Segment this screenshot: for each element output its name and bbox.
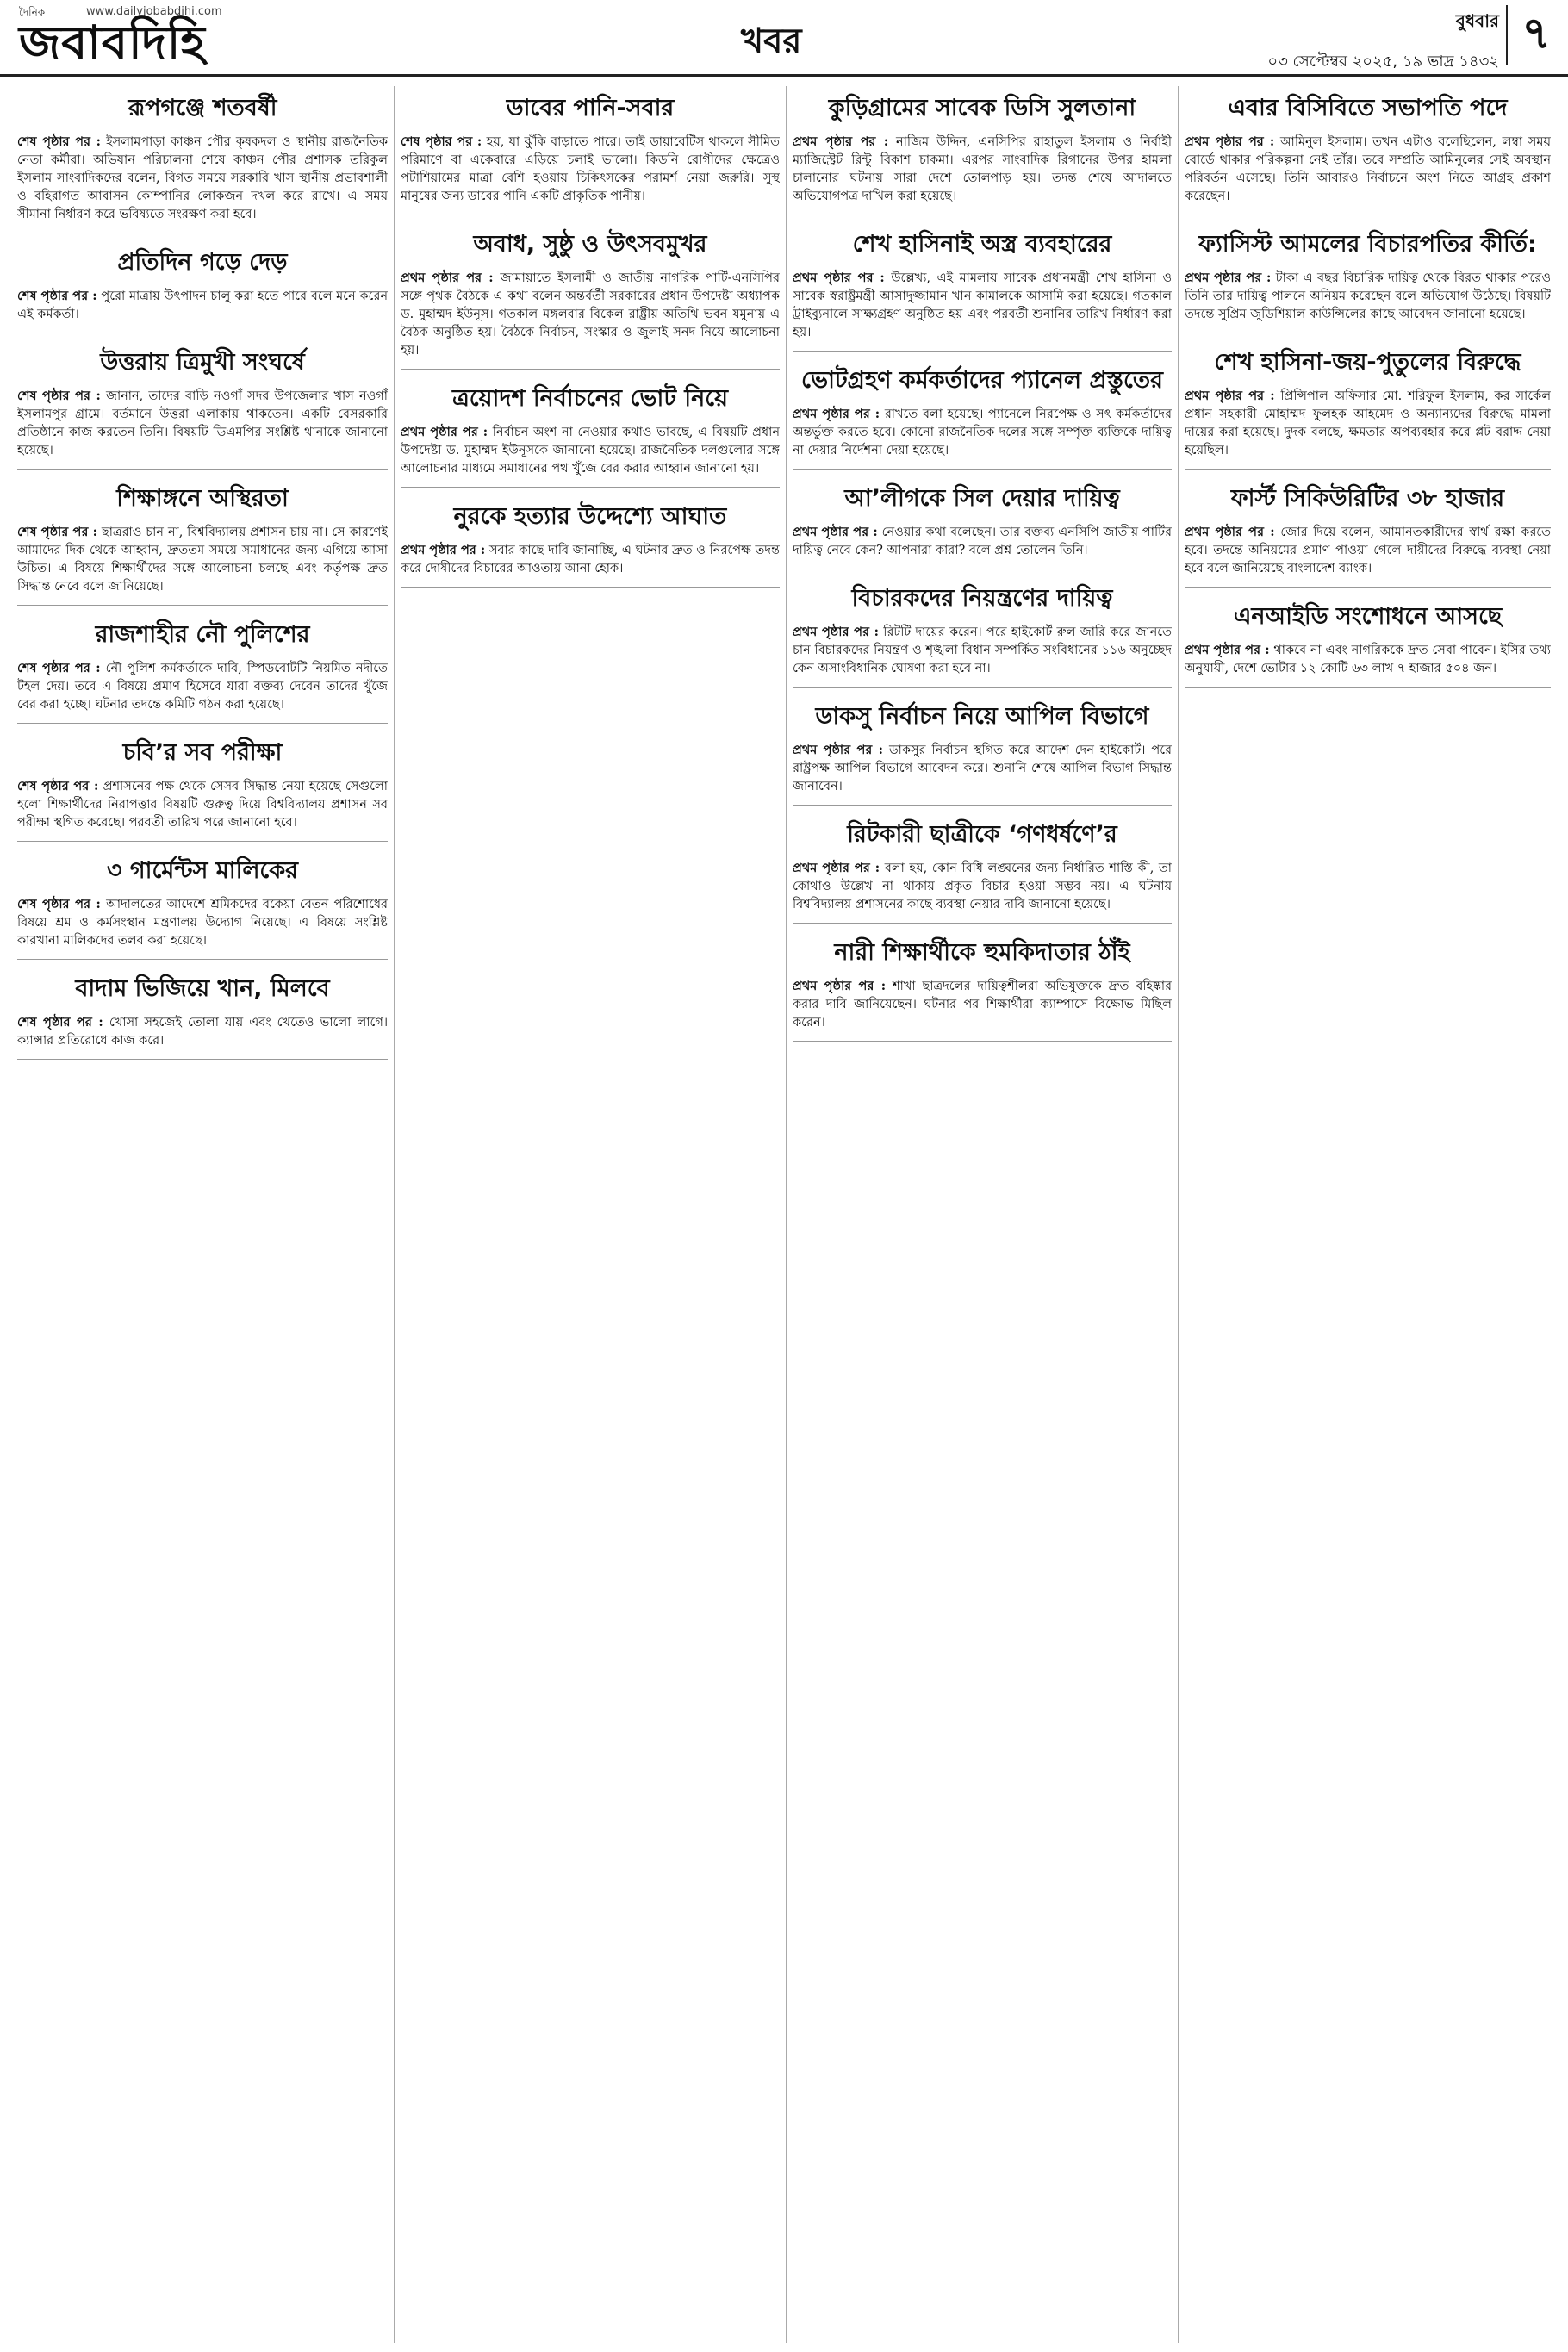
- article-body: [793, 741, 1172, 796]
- continuation-label: প্রথম পৃষ্ঠার পর :: [793, 407, 880, 421]
- article-body: [793, 269, 1172, 342]
- column-divider: [394, 86, 395, 2343]
- article-body: [17, 777, 388, 832]
- news-article: [1185, 229, 1551, 333]
- article-body: [401, 423, 780, 478]
- news-article: [17, 619, 388, 724]
- article-separator: [17, 1059, 388, 1060]
- article-headline[interactable]: ফার্স্ট সিকিউরিটির ৩৮ হাজার: [1230, 485, 1505, 512]
- news-article: [401, 501, 780, 588]
- article-text: প্রশাসনের পক্ষ থেকে সেসব সিদ্ধান্ত নেয়া হয়েছে সেগুলো হলো শিক্ষার্থীদের নিরাপত্তার বিষয়টি গুরুত্ব দিয়ে বিশ্ববিদ্যালয় প্রশাসন সব পরীক্ষা স্থগিত করেছে। পরবর্তী তারিখ পরে জানানো হবে।: [17, 780, 388, 830]
- article-text: থাকবে না এবং নাগরিককে দ্রুত সেবা পাবেন। ইসির তথ্য অনুযায়ী, দেশে ভোটার ১২ কোটি ৬৩ লাখ ৭ হাজার ৫০৪ জন।: [1185, 644, 1551, 675]
- continuation-label: প্রথম পৃষ্ঠার পর :: [401, 425, 488, 439]
- article-body: [1185, 387, 1551, 460]
- continuation-label: প্রথম পৃষ্ঠার পর :: [793, 861, 880, 875]
- column-4: [1185, 86, 1551, 2343]
- continuation-label: প্রথম পৃষ্ঠার পর :: [1185, 134, 1275, 149]
- news-article: [793, 819, 1172, 924]
- article-headline[interactable]: ৩ গার্মেন্টস মালিকের: [106, 857, 299, 884]
- article-text: হয়, যা ঝুঁকি বাড়াতে পারে। তাই ডায়াবেটিস থাকলে সীমিত পরিমাণে বা একেবারে এড়িয়ে চলাই ভালো। কিডনি রোগীদের ক্ষেত্রেও পটাশিয়ামের মাত্রা বেশি হওয়ায় চিকিৎসকের পরামর্শ নেয়া জরুরি। সুস্থ মানুষের জন্য ডাবের পানি একটি প্রাকৃতিক পানীয়।: [401, 135, 780, 203]
- logo-text: জবাবদিহি: [19, 16, 206, 70]
- continuation-label: শেষ পৃষ্ঠার পর :: [17, 1015, 103, 1030]
- article-text: নাজিম উদ্দিন, এনসিপির রাহাতুল ইসলাম ও নির্বাহী ম্যাজিস্ট্রেট রিন্টু বিকাশ চাকমা। এরপর সাংবাদিক রিগানের উপর হামলা চালানোর ঘটনায় সারা দেশে তোলপাড় হয়। তদন্ত শেষে আদালতে অভিযোগপত্র দাখিল করা হয়েছে।: [793, 135, 1172, 203]
- continuation-label: প্রথম পৃষ্ঠার পর :: [401, 543, 486, 557]
- article-text: টাকা এ বছর বিচারিক দায়িত্ব থেকে বিরত থাকার পরেও তিনি তার দায়িত্ব পালনে অনিয়ম করেছেন বলে অভিযোগ উঠেছে। বিষয়টি তদন্তে সুপ্রিম জুডিশিয়াল কাউন্সিলের কাছে আবেদন জানানো হয়েছে।: [1185, 271, 1551, 321]
- article-headline[interactable]: আ’লীগকে সিল দেয়ার দায়িত্ব: [844, 485, 1120, 512]
- newspaper-logo: [19, 5, 277, 71]
- article-text: নেওয়ার কথা বলেছেন। তার বক্তব্য এনসিপি জাতীয় পার্টির দায়িত্ব নেবে কেন? আপনারা কারা? বলে প্রশ্ন তোলেন তিনি।: [793, 526, 1172, 557]
- article-separator: [1185, 587, 1551, 588]
- article-text: সবার কাছে দাবি জানাচ্ছি, এ ঘটনার দ্রুত ও নিরপেক্ষ তদন্ত করে দোষীদের বিচারের আওতায় আনা হোক।: [401, 544, 780, 576]
- article-text: ইসলামপাড়া কাঞ্চন পৌর কৃষকদল ও স্থানীয় রাজনৈতিক নেতা কর্মীরা। অভিযান পরিচালনা শেষে কাঞ্চন পৌর প্রশাসক তরিকুল ইসলাম সাংবাদিকদের বলেন, বিগত সময়ে সরকারি খাস স্থানীয় প্রভাবশালী ও বহিরাগত আবাসন কোম্পানির লোকজন দখল করে রাখে। এ সময় সীমানা নির্ধারণ করে ভবিষ্যতে সংরক্ষণ করা হবে।: [17, 135, 388, 221]
- news-article: [793, 483, 1172, 569]
- article-headline[interactable]: এনআইডি সংশোধনে আসছে: [1233, 603, 1503, 630]
- continuation-label: শেষ পৃষ্ঠার পর :: [17, 661, 101, 675]
- article-body: [401, 269, 780, 360]
- news-article: [401, 383, 780, 488]
- article-body: [17, 895, 388, 950]
- article-body: [793, 977, 1172, 1032]
- article-text: জোর দিয়ে বলেন, আমানতকারীদের স্বার্থ রক্ষা করতে হবে। তদন্তে অনিয়মের প্রমাণ পাওয়া গেলে দায়ীদের বিরুদ্ধে ব্যবস্থা নেয়া হবে বলে জানিয়েছে বাংলাদেশ ব্যাংক।: [1185, 526, 1551, 576]
- article-headline[interactable]: চবি’র সব পরীক্ষা: [122, 739, 283, 766]
- news-article: [793, 937, 1172, 1042]
- article-separator: [793, 923, 1172, 924]
- article-text: নির্বাচন অংশ না নেওয়ার কথাও ভাবছে, এ বিষয়টি প্রধান উপদেষ্টা ড. মুহাম্মদ ইউনূসকে জানানো হয়েছে। রাজনৈতিক দলগুলোর সঙ্গে আলোচনার মাধ্যমে সমাধানের পথ খুঁজে বের করার আহ্বান জানানো হয়।: [401, 426, 780, 476]
- news-article: [1185, 93, 1551, 215]
- column-divider: [1178, 86, 1179, 2343]
- section-title: খবর: [741, 22, 802, 61]
- continuation-label: প্রথম পৃষ্ঠার পর :: [1185, 525, 1275, 539]
- article-separator: [401, 487, 780, 488]
- article-text: জানান, তাদের বাড়ি নওগাঁ সদর উপজেলার খাস নওগাঁ ইসলামপুর গ্রামে। বর্তমানে উত্তরা এলাকায় থাকতেন। একটি বেসরকারি প্রতিষ্ঠানে কাজ করতেন তিনি। বিষয়টি ডিএমপির সংশ্লিষ্ট থানাকে জানানো হয়েছে।: [17, 389, 388, 457]
- news-article: [793, 583, 1172, 688]
- continuation-label: শেষ পৃষ্ঠার পর :: [17, 525, 98, 539]
- weekday: বুধবার: [1455, 10, 1499, 31]
- article-body: [793, 133, 1172, 206]
- news-article: [1185, 483, 1551, 588]
- news-article: [1185, 347, 1551, 470]
- article-body: [401, 541, 780, 578]
- article-headline[interactable]: রিটকারী ছাত্রীকে ‘গণধর্ষণে’র: [847, 821, 1117, 848]
- article-body: [401, 133, 780, 206]
- article-body: [1185, 523, 1551, 578]
- article-text: উল্লেখ্য, এই মামলায় সাবেক প্রধানমন্ত্রী শেখ হাসিনা ও সাবেক স্বরাষ্ট্রমন্ত্রী আসাদুজ্জামান খান কামালকে আসামি করা হয়েছে। গতকাল ট্রাইব্যুনালে সাক্ষ্যগ্রহণ অনুষ্ঠিত হয় এবং পরবর্তী শুনানির তারিখ নির্ধারণ করা হয়।: [793, 271, 1172, 339]
- article-headline[interactable]: ভোটগ্রহণ কর্মকর্তাদের প্যানেল প্রস্তুতের: [801, 367, 1163, 394]
- continuation-label: শেষ পৃষ্ঠার পর :: [17, 289, 97, 303]
- continuation-label: প্রথম পৃষ্ঠার পর :: [1185, 643, 1270, 657]
- article-body: [17, 523, 388, 596]
- continuation-label: প্রথম পৃষ্ঠার পর :: [401, 271, 494, 285]
- article-headline[interactable]: নুরকে হত্যার উদ্দেশ্যে আঘাত: [453, 503, 727, 530]
- news-article: [1185, 601, 1551, 688]
- article-separator: [793, 805, 1172, 806]
- news-article: [793, 365, 1172, 470]
- news-article: [17, 247, 388, 333]
- article-body: [17, 287, 388, 324]
- article-separator: [401, 587, 780, 588]
- article-body: [17, 133, 388, 224]
- article-separator: [1185, 687, 1551, 688]
- article-body: [793, 859, 1172, 914]
- continuation-label: শেষ পৃষ্ঠার পর :: [17, 134, 101, 149]
- news-article: [17, 347, 388, 470]
- article-separator: [793, 687, 1172, 688]
- continuation-label: শেষ পৃষ্ঠার পর :: [17, 389, 101, 403]
- article-text: বলা হয়, কোন বিধি লঙ্ঘনের জন্য নির্ধারিত শাস্তি কী, তা কোথাও উল্লেখ না থাকায় প্রকৃত বিচার হওয়া সম্ভব নয়। এ ঘটনায় বিশ্ববিদ্যালয় প্রশাসনের কাছে ব্যবস্থা নেয়ার দাবি জানানো হয়েছে।: [793, 862, 1172, 912]
- article-text: খোসা সহজেই তোলা যায় এবং খেতেও ভালো লাগে। ক্যান্সার প্রতিরোধে কাজ করে।: [17, 1016, 388, 1048]
- article-headline[interactable]: রাজশাহীর নৌ পুলিশের: [95, 621, 310, 648]
- column-divider: [786, 86, 787, 2343]
- article-body: [1185, 641, 1551, 678]
- article-headline[interactable]: উত্তরায় ত্রিমুখী সংঘর্ষে: [100, 349, 305, 376]
- article-separator: [793, 469, 1172, 470]
- article-separator: [17, 959, 388, 960]
- article-text: আদালতের আদেশে শ্রমিকদের বকেয়া বেতন পরিশোধের বিষয়ে শ্রম ও কর্মসংস্থান মন্ত্রণালয় উদ্যোগ নিয়েছে। এ বিষয়ে সংশ্লিষ্ট কারখানা মালিকদের তলব করা হয়েছে।: [17, 898, 388, 948]
- article-text: রাখতে বলা হয়েছে। প্যানেলে নিরপেক্ষ ও সৎ কর্মকর্তাদের অন্তর্ভুক্ত করতে হবে। কোনো রাজনৈতিক দলের সঙ্গে সম্পৃক্ত ব্যক্তিকে দায়িত্ব না দেয়ার নির্দেশনা দেয়া হয়েছে।: [793, 408, 1172, 457]
- continuation-label: শেষ পৃষ্ঠার পর :: [17, 779, 99, 793]
- continuation-label: প্রথম পৃষ্ঠার পর :: [793, 134, 889, 149]
- article-headline[interactable]: প্রতিদিন গড়ে দেড়: [117, 249, 288, 276]
- article-text: নৌ পুলিশ কর্মকর্তাকে দাবি, স্পিডবোটটি নিয়মিত নদীতে টহল দেয়। তবে এ বিষয়ে প্রমাণ হিসেবে যারা বক্তব্য দেবেন তাদের খুঁজে বের করা হচ্ছে। ঘটনার তদন্তে কমিটি গঠন করা হয়েছে।: [17, 662, 388, 712]
- article-headline[interactable]: রূপগঞ্জে শতবর্ষী: [128, 95, 277, 121]
- article-body: [793, 405, 1172, 460]
- article-separator: [17, 841, 388, 842]
- news-article: [401, 229, 780, 370]
- continuation-label: শেষ পৃষ্ঠার পর :: [17, 897, 101, 912]
- article-headline[interactable]: ডাকসু নির্বাচন নিয়ে আপিল বিভাগে: [815, 703, 1149, 730]
- column-2: [401, 86, 780, 2343]
- article-body: [1185, 269, 1551, 324]
- column-3: [793, 86, 1172, 2343]
- continuation-label: প্রথম পৃষ্ঠার পর :: [793, 271, 885, 285]
- article-text: পুরো মাত্রায় উৎপাদন চালু করা হতে পারে বলে মনে করেন এই কর্মকর্তা।: [17, 289, 388, 321]
- article-text: জামায়াতে ইসলামী ও জাতীয় নাগরিক পার্টি-এনসিপির সঙ্গে পৃথক বৈঠকে এ কথা বলেন অন্তর্বর্তী সরকারের প্রধান উপদেষ্টা অধ্যাপক ড. মুহাম্মদ ইউনূস। গতকাল মঙ্গলবার বিকেল রাষ্ট্রীয় অতিথি ভবন যমুনায় এ বৈঠক অনুষ্ঠিত হয়। বৈঠকে নির্বাচন, সংস্কার ও জুলাই সনদ নিয়ে আলোচনা হয়।: [401, 271, 780, 358]
- continuation-label: শেষ পৃষ্ঠার পর :: [401, 134, 482, 149]
- article-headline[interactable]: ডাবের পানি-সবার: [506, 95, 675, 121]
- continuation-label: প্রথম পৃষ্ঠার পর :: [793, 743, 884, 757]
- article-headline[interactable]: কুড়িগ্রামের সাবেক ডিসি সুলতানা: [828, 95, 1136, 121]
- article-text: শাখা ছাত্রদলের দায়িত্বশীলরা অভিযুক্তকে দ্রুত বহিষ্কার করার দাবি জানিয়েছেন। ঘটনার পর শিক্ষার্থীরা ক্যাম্পাসে বিক্ষোভ মিছিল করেন।: [793, 980, 1172, 1030]
- article-headline[interactable]: শিক্ষাঙ্গনে অস্থিরতা: [116, 485, 289, 512]
- article-separator: [17, 605, 388, 606]
- article-text: প্রিন্সিপাল অফিসার মো. শরিফুল ইসলাম, কর সার্কেল প্রধান সহকারী মোহাম্মদ ফুলহক আহমেদ ও অন্যান্যদের বিরুদ্ধে মামলা দায়ের করা হয়েছে। দুদক বলছে, ক্ষমতার অপব্যবহার করে প্লট বরাদ্দ নেয়া হয়েছিল।: [1185, 389, 1551, 457]
- issue-date: ০৩ সেপ্টেম্বর ২০২৫, ১৯ ভাদ্র ১৪৩২: [1267, 53, 1499, 71]
- article-headline[interactable]: ত্রয়োদশ নির্বাচনের ভোট নিয়ে: [451, 385, 729, 412]
- article-headline[interactable]: শেখ হাসিনাই অস্ত্র ব্যবহারের: [852, 231, 1112, 258]
- article-text: ডাকসুর নির্বাচন স্থগিত করে আদেশ দেন হাইকোর্ট। পরে রাষ্ট্রপক্ষ আপিল বিভাগে আবেদন করে। শুনানি শেষে আপিল বিভাগ সিদ্ধান্ত জানাবেন।: [793, 744, 1172, 793]
- news-article: [17, 483, 388, 606]
- column-1: [17, 86, 388, 2343]
- article-body: [1185, 133, 1551, 206]
- article-headline[interactable]: বিচারকদের নিয়ন্ত্রণের দায়িত্ব: [851, 585, 1113, 612]
- article-body: [17, 387, 388, 460]
- news-article: [17, 974, 388, 1060]
- article-body: [17, 659, 388, 714]
- date-box: [1267, 9, 1499, 76]
- continuation-label: প্রথম পৃষ্ঠার পর :: [1185, 389, 1275, 403]
- article-text: আমিনুল ইসলাম। তখন এটাও বলেছিলেন, লম্বা সময় বোর্ডে থাকার পরিকল্পনা নেই তাঁর। তবে সম্প্রতি আমিনুলের সেই অবস্থান পরিবর্তন এসেছে। তিনি আবারও নির্বাচনে অংশ নিতে আগ্রহ প্রকাশ করেছেন।: [1185, 135, 1551, 203]
- news-article: [793, 701, 1172, 806]
- article-headline[interactable]: এবার বিসিবিতে সভাপতি পদে: [1228, 95, 1508, 121]
- continuation-label: প্রথম পৃষ্ঠার পর :: [793, 979, 887, 993]
- logo-small-label: দৈনিক: [19, 6, 46, 18]
- article-headline[interactable]: অবাধ, সুষ্ঠু ও উৎসবমুখর: [473, 231, 707, 258]
- article-separator: [1185, 469, 1551, 470]
- article-text: ছাত্ররাও চান না, বিশ্ববিদ্যালয় প্রশাসন চায় না। সে কারণেই আমাদের দিক থেকে আহ্বান, দ্রুততম সময়ে সমাধানের জন্য এগিয়ে আসা উচিত। এ বিষয়ে শিক্ষার্থীদের সঙ্গে আলোচনা চলছে এবং কর্তৃপক্ষ দ্রুত সিদ্ধান্ত নেবে বলে জানিয়েছে।: [17, 526, 388, 594]
- article-separator: [793, 1041, 1172, 1042]
- article-body: [793, 623, 1172, 678]
- article-separator: [401, 369, 780, 370]
- news-article: [17, 737, 388, 842]
- news-article: [793, 229, 1172, 352]
- news-article: [17, 93, 388, 233]
- article-headline[interactable]: ফ্যাসিস্ট আমলের বিচারপতির কীর্তি:: [1198, 231, 1537, 258]
- article-headline[interactable]: শেখ হাসিনা-জয়-পুতুলের বিরুদ্ধে: [1214, 349, 1521, 376]
- article-separator: [17, 723, 388, 724]
- article-separator: [17, 469, 388, 470]
- article-separator: [793, 351, 1172, 352]
- news-article: [793, 93, 1172, 215]
- page-number: ৭: [1506, 5, 1551, 65]
- logo-url: www.dailyjobabdihi.com: [86, 5, 222, 18]
- news-article: [17, 856, 388, 960]
- continuation-label: প্রথম পৃষ্ঠার পর :: [793, 525, 878, 539]
- continuation-label: প্রথম পৃষ্ঠার পর :: [793, 625, 879, 639]
- article-text: রিটটি দায়ের করেন। পরে হাইকোর্ট রুল জারি করে জানতে চান বিচারকদের নিয়ন্ত্রণ ও শৃঙ্খলা বিধান সম্পর্কিত সংবিধানের ১১৬ অনুচ্ছেদ কেন অসাংবিধানিক ঘোষণা করা হবে না।: [793, 625, 1172, 675]
- article-body: [793, 523, 1172, 560]
- continuation-label: প্রথম পৃষ্ঠার পর :: [1185, 271, 1272, 285]
- masthead: [0, 0, 1568, 77]
- news-article: [401, 93, 780, 215]
- article-headline[interactable]: বাদাম ভিজিয়ে খান, মিলবে: [75, 975, 330, 1002]
- article-body: [17, 1013, 388, 1050]
- article-headline[interactable]: নারী শিক্ষার্থীকে হুমকিদাতার ঠাঁই: [834, 939, 1130, 966]
